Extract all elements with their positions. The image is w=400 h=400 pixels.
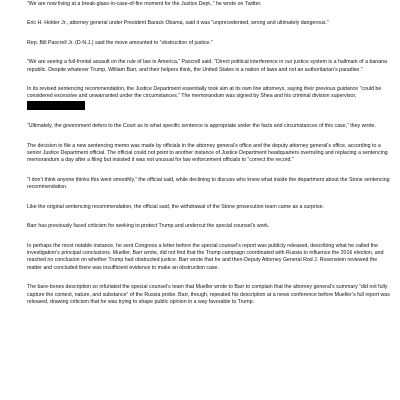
paragraph-holder-quote: Eric H. Holder Jr., attorney general under President Barack Obama, said it was “unprecedented, wrong and ultimately dangerous.” <box>27 20 329 27</box>
paragraph-revised-recommendation-text: In its revised sentencing recommendation, the Justice Department essentially took aim at its own line attorneys, saying their previous guidance “could be considered excessive and unwarranted under the circumstances.” The memorandum was signed by Shea and his criminal division supervisor, <box>27 86 382 100</box>
paragraph-withdrawal-surprise: Like the original sentencing recommendation, the official said, the withdrawal of the Stone prosecution team came as a surprise. <box>27 203 324 210</box>
paragraph-revised-recommendation <box>27 86 392 111</box>
paragraph-congress-letter: In perhaps the most notable instance, he sent Congress a letter before the special counsel’s report was publicly released, describing what he called the investigation’s principal conclusions. Mueller, Barr wrote, did not find that the Trump campaign coordinated with Russia to influence the 2016 election, and reached no conclusion on whether Trump had obstructed justice. Barr wrote that he and then-Deputy Attorney General Rod J. Rosenstein reviewed the matter and concluded there was insufficient evidence to make an obstruction case. <box>27 242 384 271</box>
paragraph-barr-criticism: Barr has previously faced criticism for seeking to protect Trump and undercut the special counsel’s work. <box>27 223 270 230</box>
paragraph-twitter-quote: “We are now living at a break-glass-in-case-of-fire moment for the Justice Dept.,” he wrote on Twitter. <box>27 1 262 7</box>
paragraph-pascrell-intro: Rep. Bill Pascrell Jr. (D-N.J.) said the move amounted to “obstruction of justice.” <box>27 39 213 46</box>
paragraph-bare-bones-description: The bare-bones description so infuriated the special counsel’s team that Mueller wrote to Barr to complain that the attorney general’s summary “did not fully capture the context, nature, and substance” of the Russia probe. Barr, though, repeated his description at a news conference before Mueller’s full report was released, drawing criticism that he was trying to shape public opinion in a way favorable to Trump. <box>27 284 390 305</box>
paragraph-new-memo-decision: The decision to file a new sentencing memo was made by officials in the attorney general’s office and the deputy attorney general’s office, according to a senior Justice Department official. The official could not point to another instance of Justice Department headquarters overruling and replacing a sentencing memorandum a day after a filing but insisted it was not unusual for law enforcement officials to “correct the record.” <box>27 142 388 164</box>
paragraph-government-defers: “Ultimately, the government defers to the Court as to what specific sentence is appropriate under the facts and circumstances of this case,” they wrote. <box>27 123 376 130</box>
redaction-bar <box>27 101 85 110</box>
paragraph-went-smoothly: “I don’t think anyone thinks this went smoothly,” the official said, while declining to discuss who knew what inside the department about the Stone sentencing recommendation. <box>27 176 390 191</box>
paragraph-pascrell-quote: “We are seeing a full-frontal assault on the rule of law in America,” Pascrell said. “Direct political interference in our justice system is a hallmark of a banana republic. Despite whatever Trump, William Barr, and their helpers think, the United States is a nation of laws and not an authoritarian’s paradise.” <box>27 59 387 73</box>
